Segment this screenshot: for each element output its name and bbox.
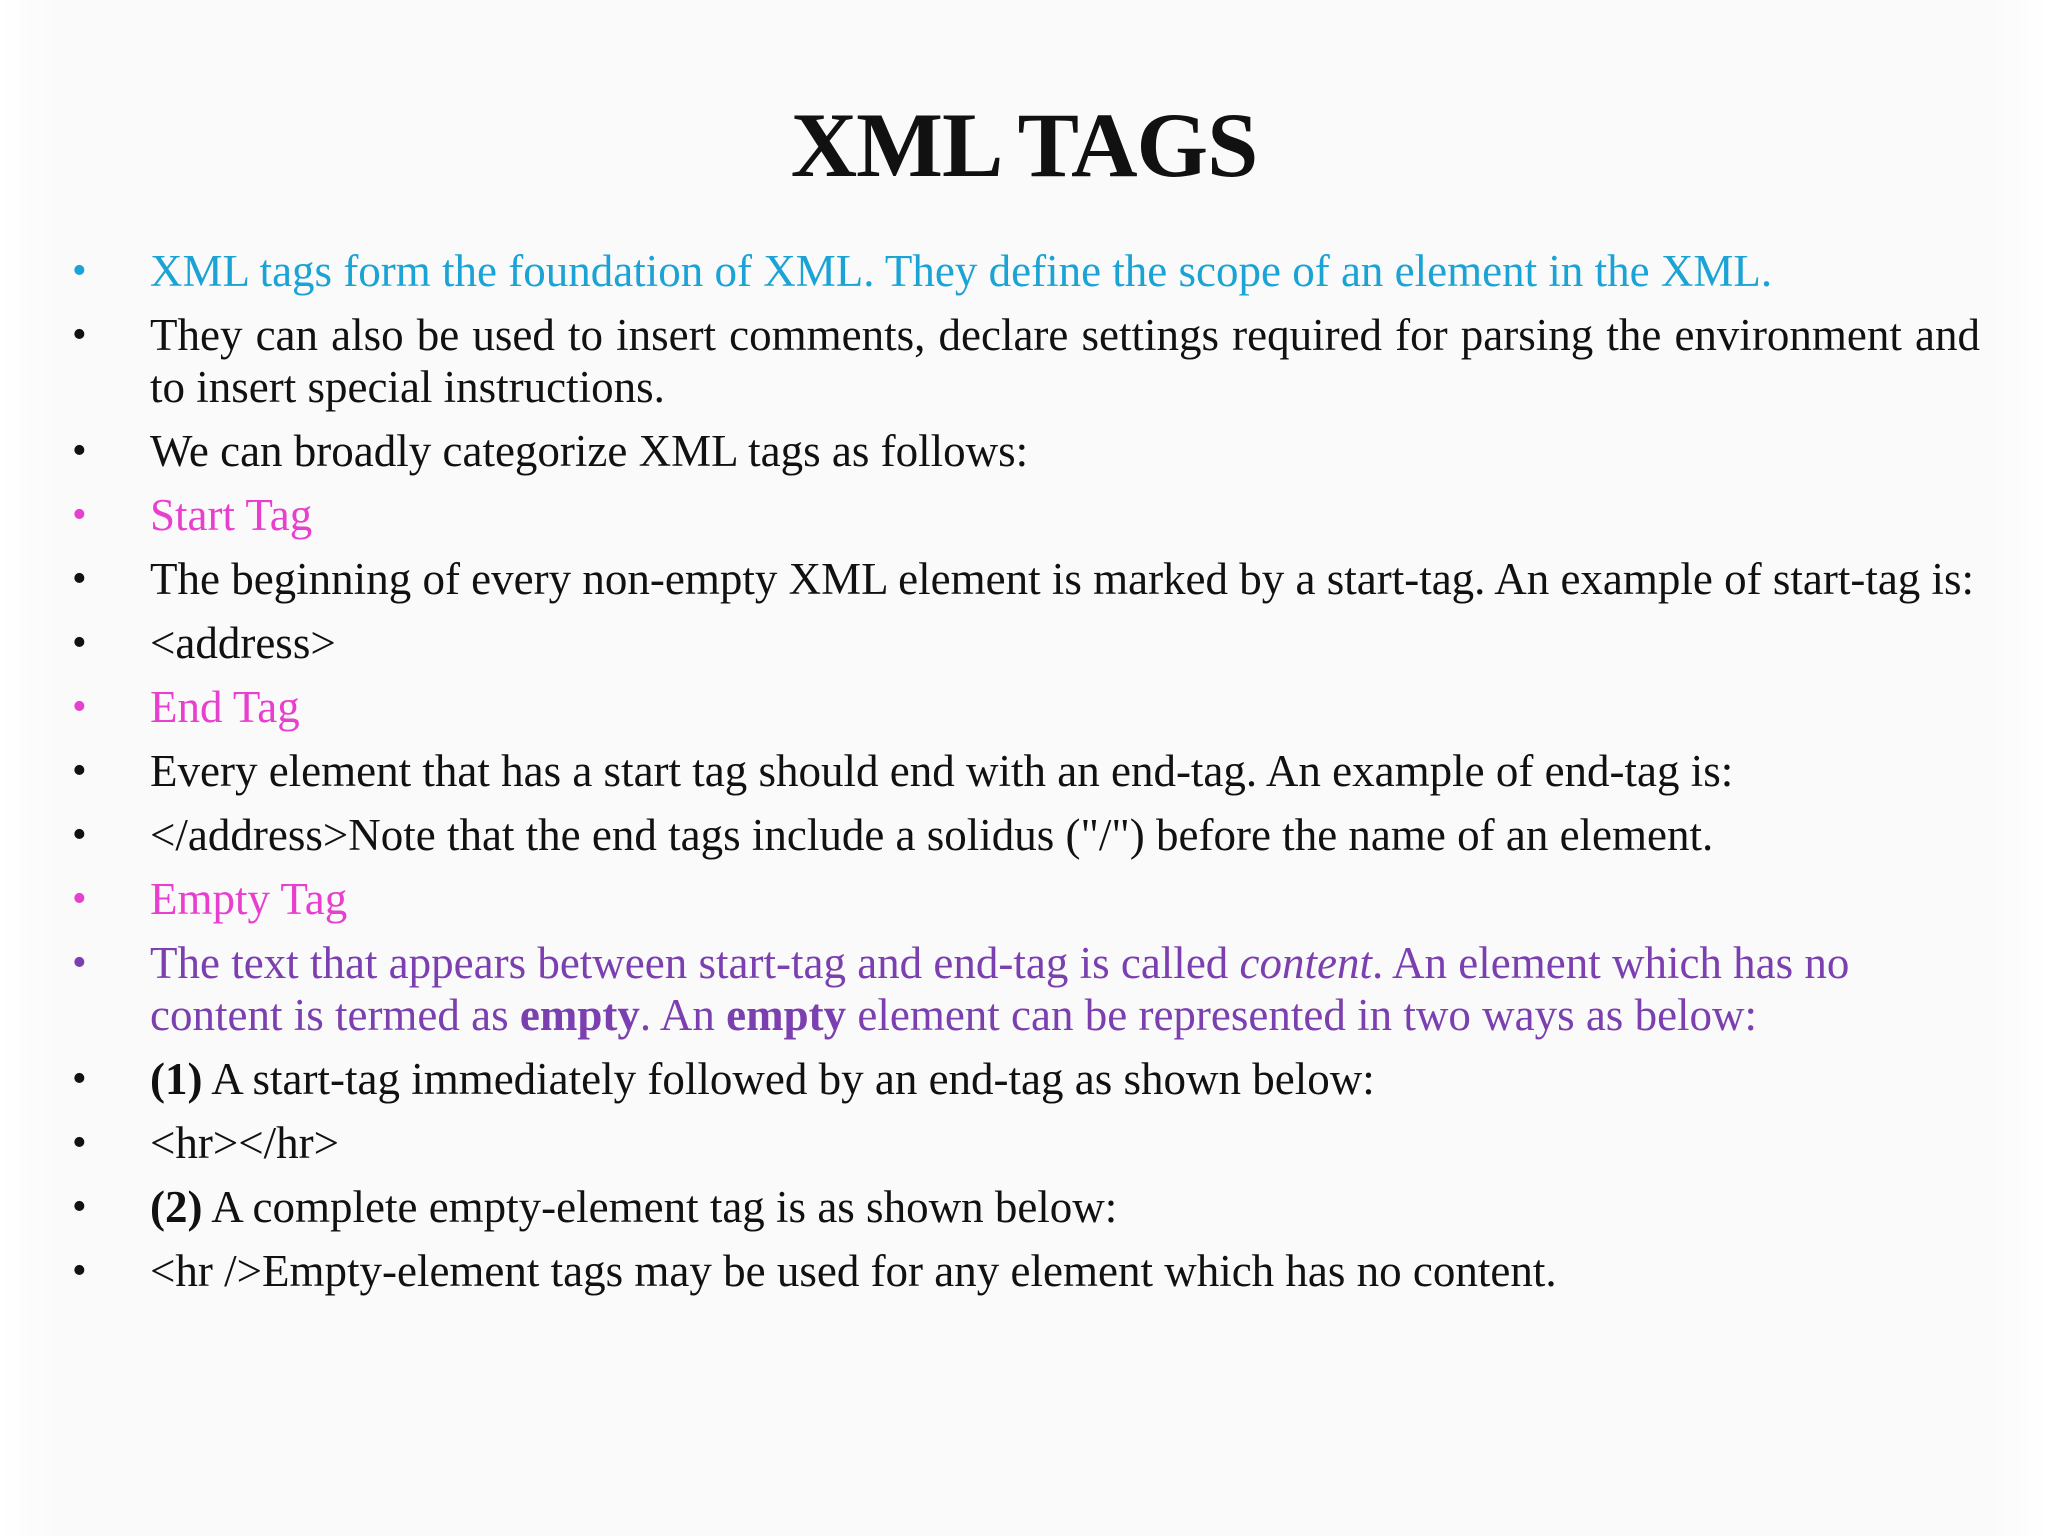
list-item-text: XML tags form the foundation of XML. They define the scope of an element in the XML.	[150, 246, 1773, 296]
bullet-icon: •	[72, 1248, 87, 1294]
section-heading	[0, 873, 2048, 925]
list-item	[0, 1053, 2048, 1105]
bullet-icon: •	[72, 1056, 87, 1102]
bullet-icon: •	[72, 1120, 87, 1166]
code-example-text: <hr></hr>	[150, 1118, 339, 1168]
bullet-icon: •	[72, 248, 87, 294]
bullet-icon: •	[72, 748, 87, 794]
slide-title: XML TAGS	[790, 94, 1258, 196]
list-item-text: They can also be used to insert comments, declare settings required for parsing the environment and to insert special instructions.	[150, 310, 1980, 412]
list-item	[0, 1181, 2048, 1233]
bullet-icon: •	[72, 1184, 87, 1230]
list-item-text: <hr />Empty-element tags may be used for any element which has no content.	[150, 1246, 1557, 1296]
list-item-text: A start-tag immediately followed by an end-tag as shown below:	[202, 1054, 1375, 1104]
bullet-icon: •	[72, 492, 87, 538]
list-item-text: Every element that has a start tag should end with an end-tag. An example of end-tag is:	[150, 746, 1734, 796]
bullet-icon: •	[72, 312, 87, 358]
list-item-text-part: element can be represented in two ways as below:	[846, 990, 1758, 1040]
bullet-icon: •	[72, 876, 87, 922]
list-item	[0, 309, 2048, 413]
emphasis-text: content	[1239, 938, 1372, 988]
list-item	[0, 425, 2048, 477]
section-heading	[0, 681, 2048, 733]
list-item	[0, 1245, 2048, 1297]
item-number: (2)	[150, 1182, 203, 1232]
list-item	[0, 553, 2048, 605]
code-example	[0, 1117, 2048, 1169]
bullet-icon: •	[72, 684, 87, 730]
bullet-icon: •	[72, 556, 87, 602]
list-item	[0, 809, 2048, 861]
bullet-list	[0, 245, 2048, 1309]
list-item-text: </address>Note that the end tags include a solidus ("/") before the name of an element.	[150, 810, 1714, 860]
section-heading-text: End Tag	[150, 682, 300, 732]
section-heading-text: Start Tag	[150, 490, 313, 540]
bullet-icon: •	[72, 940, 87, 986]
section-heading-text: Empty Tag	[150, 874, 348, 924]
list-item	[0, 937, 2048, 1041]
list-item-text: A complete empty-element tag is as shown below:	[202, 1182, 1118, 1232]
list-item-text-part: . An	[639, 990, 727, 1040]
list-item-text: We can broadly categorize XML tags as follows:	[150, 426, 1029, 476]
list-item-text-part: The text that appears between start-tag and end-tag is called	[150, 938, 1240, 988]
bullet-icon: •	[72, 428, 87, 474]
bullet-icon: •	[72, 812, 87, 858]
strong-text: empty	[519, 990, 640, 1040]
section-heading	[0, 489, 2048, 541]
item-number: (1)	[150, 1054, 203, 1104]
bullet-icon: •	[72, 620, 87, 666]
code-example-text: <address>	[150, 618, 336, 668]
list-item	[0, 245, 2048, 297]
list-item-text-part: . An element which has no content is termed as	[150, 938, 1850, 1040]
code-example	[0, 617, 2048, 669]
list-item-text: The beginning of every non-empty XML element is marked by a start-tag. An example of start-tag is:	[150, 554, 1975, 604]
strong-text: empty	[726, 990, 847, 1040]
list-item	[0, 745, 2048, 797]
